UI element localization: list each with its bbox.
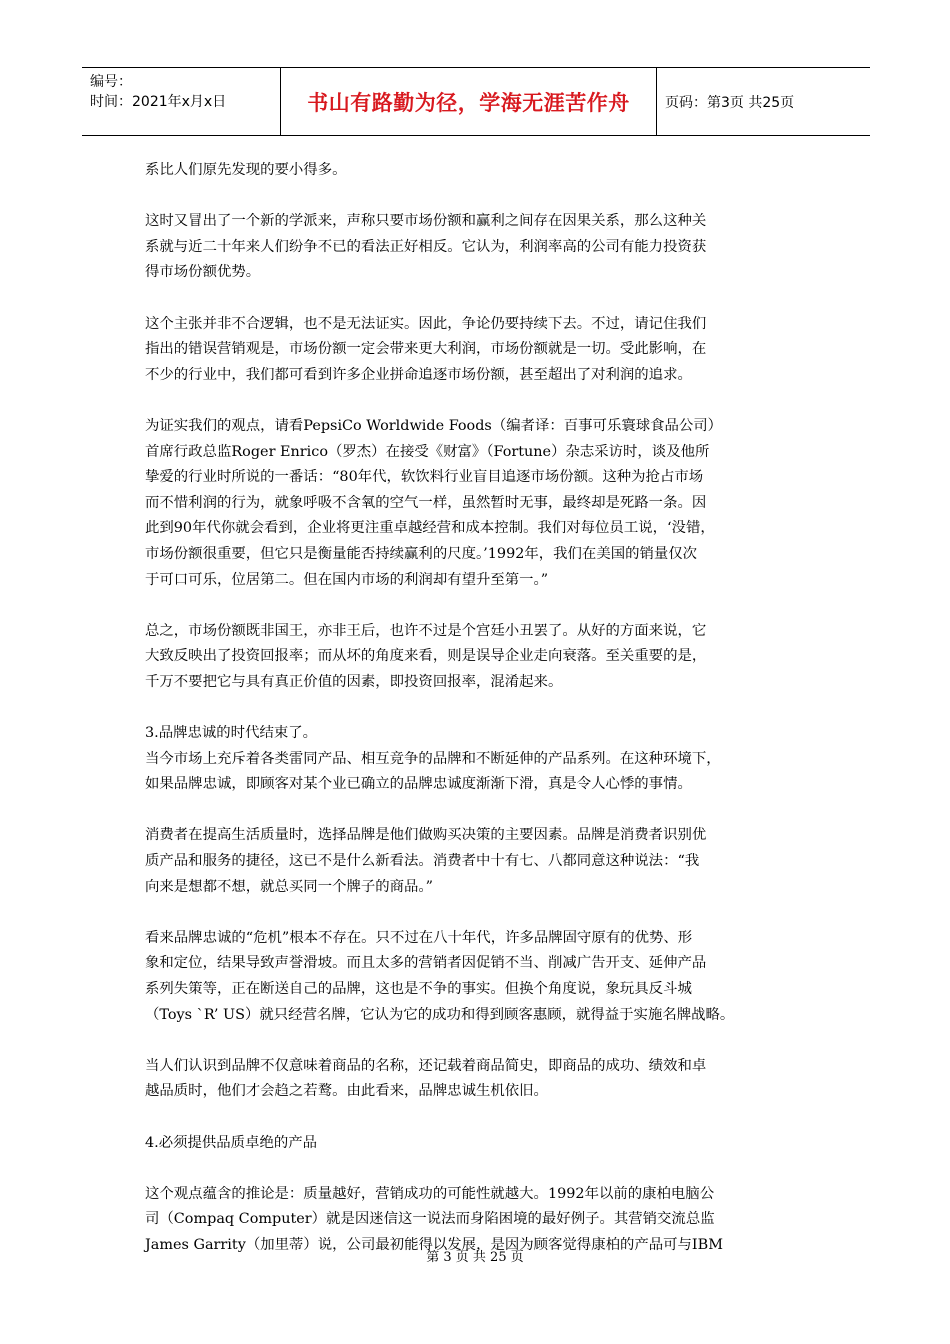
page-footer: 第 3 页 共 25 页 <box>426 1250 524 1265</box>
document-number-label: 编号： <box>90 74 132 90</box>
body-text-line: 向来是想都不想，就总买同一个牌子的商品。” <box>145 878 433 895</box>
body-text-line: 这时又冒出了一个新的学派来，声称只要市场份额和赢利之间存在因果关系，那么这种关 <box>145 213 707 230</box>
body-text-line: 象和定位，结果导致声誉滑坡。而且太多的营销者因促销不当、削减广告开支、延伸产品 <box>145 955 707 972</box>
body-text-line: 司（Compaq Computer）就是因迷信这一说法而身陷困境的最好例子。其营销交流总监 <box>145 1211 715 1228</box>
paragraph-gap <box>145 593 805 619</box>
body-text-line: 3.品牌忠诚的时代结束了。 <box>145 725 318 742</box>
paragraph-gap <box>145 798 805 824</box>
body-text-line: 不少的行业中，我们都可看到许多企业拼命追逐市场份额，甚至超出了对利润的追求。 <box>145 366 692 383</box>
header-page-number: 页码：第3页 共25页 <box>665 94 795 111</box>
body-text-line: 此到90年代你就会看到，企业将更注重卓越经营和成本控制。我们对每位员工说，‘没错， <box>145 520 715 537</box>
body-text-line: 越品质时，他们才会趋之若鹜。由此看来，品牌忠诚生机依旧。 <box>145 1083 548 1100</box>
body-text-line: 指出的错误营销观是，市场份额一定会带来更大利润，市场份额就是一切。受此影响，在 <box>145 341 707 358</box>
body-text-line: 大致反映出了投资回报率；而从坏的角度来看，则是误导企业走向衰落。至关重要的是， <box>145 648 707 665</box>
body-text-line: 4.必须提供品质卓绝的产品 <box>145 1134 318 1151</box>
paragraph-gap <box>145 184 805 210</box>
body-text-line: （Toys `R’ US）就只经营名牌，它认为它的成功和得到顾客惠顾，就得益于实施名牌战略。 <box>145 1006 735 1023</box>
header-motto: 书山有路勤为径，学海无涯苦作舟 <box>281 68 657 135</box>
body-text-line: 市场份额很重要，但它只是衡量能否持续赢利的尺度。’1992年，我们在美国的销量仅次 <box>145 545 698 562</box>
body-text-line: 首席行政总监Roger Enrico（罗杰）在接受《财富》（Fortune）杂志采访时，谈及他所 <box>145 443 710 460</box>
body-text-line: 挚爱的行业时所说的一番话：“80年代，软饮料行业盲目追逐市场份额。这种为抢占市场 <box>145 469 704 486</box>
body-text-line: 当人们认识到品牌不仅意味着商品的名称，还记载着商品简史，即商品的成功、绩效和卓 <box>145 1057 707 1074</box>
body-text-line: 这个主张并非不合逻辑，也不是无法证实。因此，争论仍要持续下去。不过，请记住我们 <box>145 315 707 332</box>
body-text-line: 如果品牌忠诚，即顾客对某个业已确立的品牌忠诚度渐渐下滑，真是令人心悸的事情。 <box>145 776 692 793</box>
body-text-line: 系比人们原先发现的要小得多。 <box>145 162 347 178</box>
body-text-line: 得市场份额优势。 <box>145 264 261 281</box>
page-header <box>82 67 870 136</box>
paragraph-gap <box>145 1028 805 1054</box>
paragraph-gap <box>145 900 805 926</box>
body-text-line: 为证实我们的观点，请看PepsiCo Worldwide Foods（编者译：百事可乐寰球食品公司） <box>145 417 723 434</box>
body-text-line: 系列失策等，正在断送自己的品牌，这也是不争的事实。但换个角度说，象玩具反斗城 <box>145 981 692 997</box>
document-date-label: 时间：2021年x月x日 <box>90 94 227 110</box>
paragraph-gap <box>145 286 805 312</box>
body-text-line: 质产品和服务的捷径，这已不是什么新看法。消费者中十有七、八都同意这种说法：“我 <box>145 853 700 870</box>
body-text-line: James Garrity（加里蒂）说，公司最初能得以发展，是因为顾客觉得康柏的产品可与IBM <box>145 1236 723 1253</box>
paragraph-gap <box>145 1156 805 1182</box>
body-text-line: 于可口可乐，位居第二。但在国内市场的利润却有望升至第一。” <box>145 571 549 588</box>
header-info-cell <box>82 68 281 135</box>
body-text-line: 总之，市场份额既非国王，亦非王后，也许不过是个宫廷小丑罢了。从好的方面来说，它 <box>145 622 707 639</box>
body-text-line: 这个观点蕴含的推论是：质量越好，营销成功的可能性就越大。1992年以前的康柏电脑公 <box>145 1185 715 1202</box>
paragraph-gap <box>145 1105 805 1131</box>
document-body <box>145 158 805 1259</box>
body-text-line: 系就与近二十年来人们纷争不已的看法正好相反。它认为，利润率高的公司有能力投资获 <box>145 238 707 255</box>
body-text-line: 千万不要把它与具有真正价值的因素，即投资回报率，混淆起来。 <box>145 673 563 690</box>
body-text-line: 当今市场上充斥着各类雷同产品、相互竞争的品牌和不断延伸的产品系列。在这种环境下， <box>145 750 721 767</box>
body-text-line: 看来品牌忠诚的“危机”根本不存在。只不过在八十年代，许多品牌固守原有的优势、形 <box>145 929 693 946</box>
body-text-line: 消费者在提高生活质量时，选择品牌是他们做购买决策的主要因素。品牌是消费者识别优 <box>145 827 707 844</box>
paragraph-gap <box>145 695 805 721</box>
body-text-line: 而不惜利润的行为，就象呼吸不含氧的空气一样，虽然暂时无事，最终却是死路一条。因 <box>145 494 707 511</box>
paragraph-gap <box>145 388 805 414</box>
